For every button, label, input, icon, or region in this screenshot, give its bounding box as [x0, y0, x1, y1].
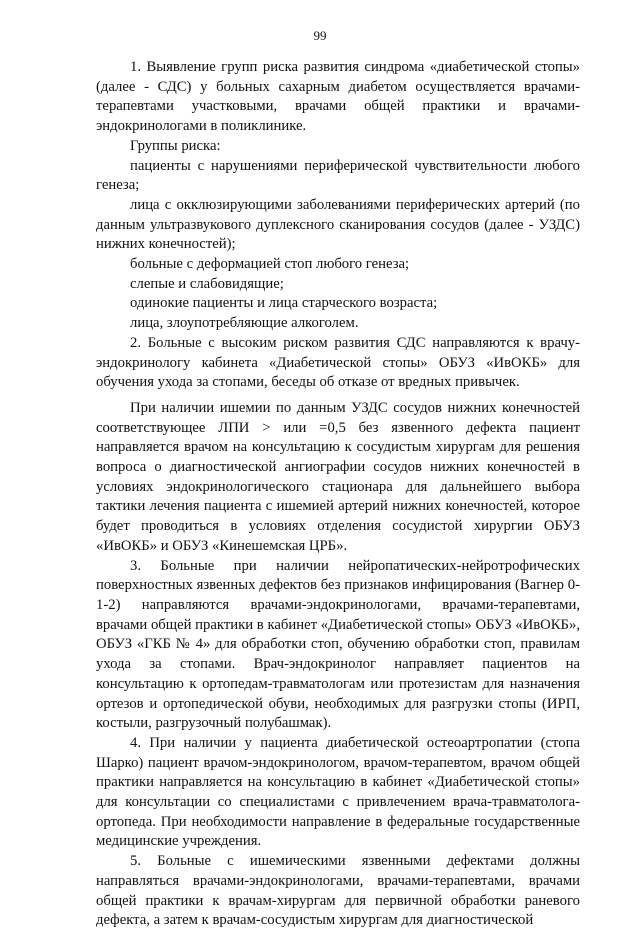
paragraph-item-4: 4. При наличии у пациента диабетической остеоартропатии (стопа Шарко) пациент врачом-эндокринологом, врачом-терапевтом, врачом общей практики направляется на консультацию в кабинет «Диабетической стопы» для консультации со специалистами с привлечением врача-травматолога-ортопеда. При необходимости направление в федеральные государственные медицинские учреждения. [96, 734, 580, 850]
risk-group-item: пациенты с нарушениями периферической чувствительности любого генеза; [96, 157, 580, 194]
risk-group-item: лица с окклюзирующими заболеваниями периферических артерий (по данным ультразвукового дуплексного сканирования сосудов (далее - УЗДС) нижних конечностей); [96, 196, 580, 253]
page-number: 99 [313, 28, 327, 43]
risk-group-item: больные с деформацией стоп любого генеза; [130, 256, 410, 273]
paragraph-item-2: 2. Больные с высоким риском развития СДС направляются к врачу-эндокринологу кабинета «Диабетической стопы» ОБУЗ «ИвОКБ» для обучения ухода за стопами, беседы об отказе от вредных привычек. [96, 334, 580, 391]
risk-group-item: слепые и слабовидящие; [130, 275, 284, 292]
paragraph-item-1: 1. Выявление групп риска развития синдрома «диабетической стопы» (далее - СДС) у больных сахарным диабетом осуществляется врачами-терапевтами участковыми, врачами общей практики и врачами-эндокринологами в поликлинике. [96, 59, 580, 135]
paragraph-item-5: 5. Больные с ишемическими язвенными дефектами должны направляться врачами-эндокринологами, врачами-терапевтами, врачами общей практики к врачам-хирургам для первичной обработки раневого дефекта, а затем к врачам-сосудистым хирургам для диагностической [96, 853, 580, 929]
paragraph-ischemia: При наличии ишемии по данным УЗДС сосудов нижних конечностей соответствующее ЛПИ > или =0,5 без язвенного дефекта пациент направляется врачом на консультацию к сосудистым хирургам для решения вопроса о диагностической ангиографии сосудов нижних конечностей в условиях эндокринологического стационара для дальнейшего выбора тактики лечения пациента с ишемией артерий нижних конечностей, которое будет проводиться в условиях отделения сосудистой хирургии ОБУЗ «ИвОКБ» и ОБУЗ «Кинешемская ЦРБ». [96, 399, 580, 554]
risk-groups-heading: Группы риска: [130, 137, 221, 154]
paragraph-item-3: 3. Больные при наличии нейропатических-нейротрофических поверхностных язвенных дефектов без признаков инфицирования (Вагнер 0-1-2) направляются врачами-эндокринологами, врачами-терапевтами, врачами общей практики в кабинет «Диабетической стопы» ОБУЗ «ИвОКБ», ОБУЗ «ГКБ № 4» для обработки стоп, обучению обработки стоп, правилам ухода за стопами. Врач-эндокринолог направляет пациентов на консультацию к ортопедам-травматологам или протезистам для назначения ортезов и ортопедической обуви, необходимых для разгрузки стопы (ИРП, костыли, разгрузочный полубашмак). [96, 557, 580, 732]
document-body [96, 58, 580, 931]
risk-group-item: одинокие пациенты и лица старческого возраста; [130, 295, 438, 312]
risk-group-item: лица, злоупотребляющие алкоголем. [130, 315, 359, 332]
